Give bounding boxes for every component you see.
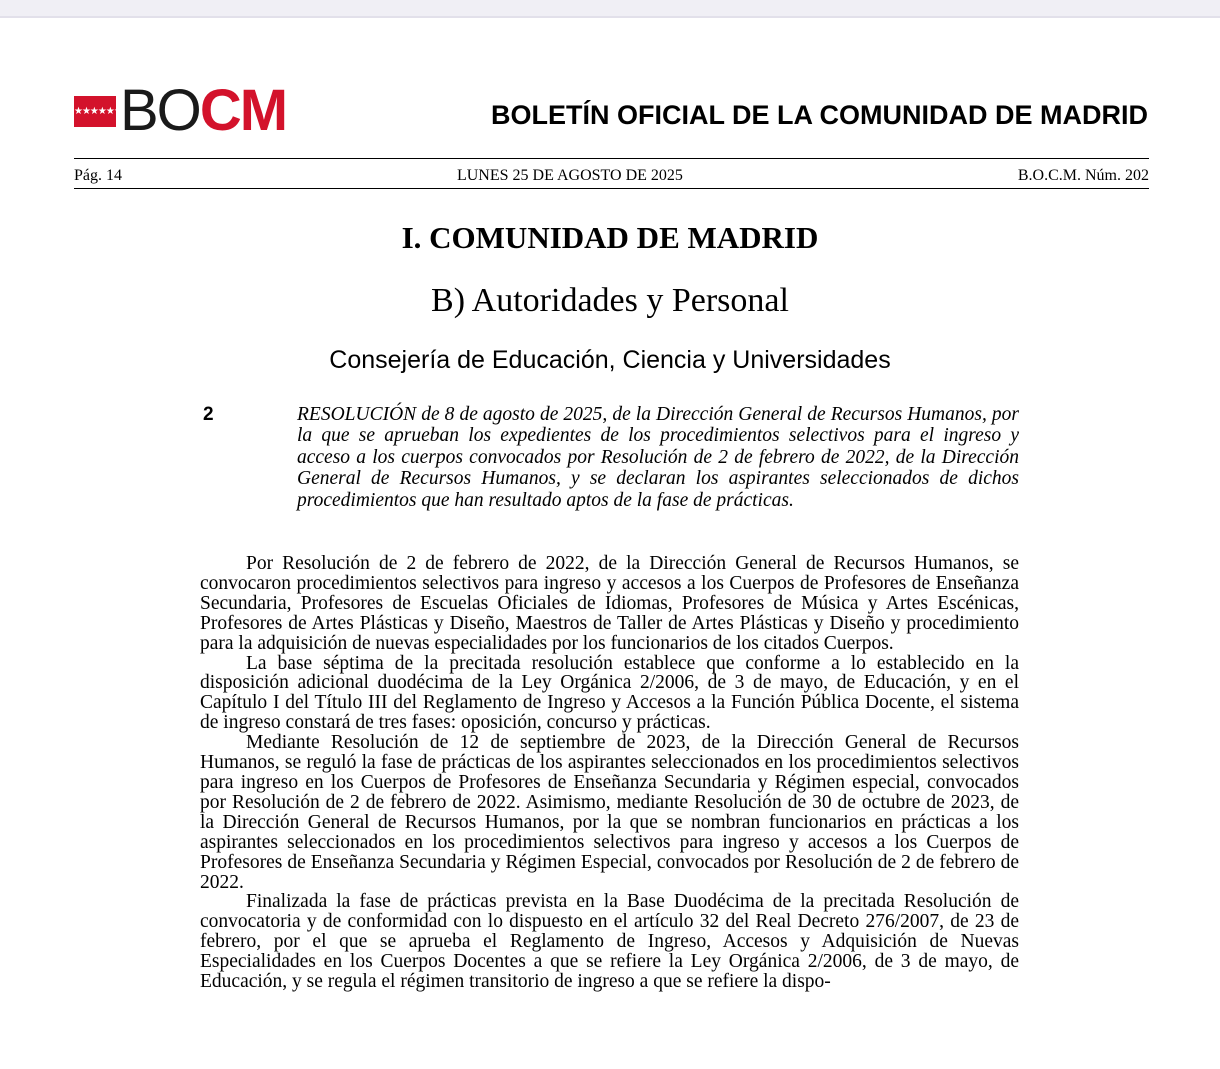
page-number: Pág. 14 <box>74 167 122 184</box>
logo-wordmark <box>120 80 286 142</box>
body-paragraph: La base séptima de la precitada resolución establece que conforme a lo establecido en la disposición adicional duodécima de la Ley Orgánica 2/2006, de 3 de mayo, de Educación, y en el Capítulo I del Título III del Reglamento de Ingreso y Accesos a la Función Pública Docente, el sistema de ingreso constará de tres fases: oposición, concurso y prácticas. <box>200 652 1019 734</box>
header-rule-bottom <box>74 188 1149 189</box>
section-title: I. COMUNIDAD DE MADRID <box>401 220 819 255</box>
body-paragraph: Finalizada la fase de prácticas prevista en la Base Duodécima de la precitada Resolución de convocatoria y de conformidad con lo dispuesto en el artículo 32 del Real Decreto 276/2007, de 23 de febrero, por el que se aprueba el Reglamento de Ingreso, Accesos y Adquisición de Nuevas Especialidades en los Cuerpos Docentes a que se refiere la Ley Orgánica 2/2006, de 3 de mayo, de Educación, y se regula el régimen transitorio de ingreso a que se refiere la dispo- <box>200 891 1019 993</box>
publication-title: BOLETÍN OFICIAL DE LA COMUNIDAD DE MADRID <box>491 100 1148 130</box>
madrid-flag-icon: ★★★★★★★ <box>74 96 116 127</box>
logo-bo: BO <box>120 78 200 143</box>
body-paragraph: Mediante Resolución de 12 de septiembre de 2023, de la Dirección General de Recursos Humanos, se reguló la fase de prácticas de los aspirantes seleccionados en los procedimientos selectivos para ingreso en los Cuerpos de Profesores de Enseñanza Secundaria y Régimen especial, convocados por Resolución de 2 de febrero de 2022. Asimismo, mediante Resolución de 30 de octubre de 2023, de la Dirección General de Recursos Humanos, por la que se nombran funcionarios en prácticas a los aspirantes seleccionados en los procedimientos selectivos para ingreso y accesos a los Cuerpos de Profesores de Enseñanza Secundaria y Régimen Especial, convocados por Resolución de 2 de febrero de 2022. <box>200 732 1019 893</box>
viewer-top-bar <box>0 0 1220 18</box>
department-title: Consejería de Educación, Ciencia y Universidades <box>329 346 891 374</box>
issue-number: B.O.C.M. Núm. 202 <box>1017 167 1149 184</box>
logo-cm: CM <box>199 78 287 143</box>
resolution-summary: RESOLUCIÓN de 8 de agosto de 2025, de la Dirección General de Recursos Humanos, por la que se aprueban los expedientes de los procedimientos selectivos para el ingreso y acceso a los cuerpos convocados por Resolución de 2 de febrero de 2022, de la Dirección General de Recursos Humanos, y se declaran los aspirantes seleccionados de dichos procedimientos que han resultado aptos de la fase de prácticas. <box>297 404 1019 511</box>
issue-date: LUNES 25 DE AGOSTO DE 2025 <box>456 167 683 184</box>
subsection-title: B) Autoridades y Personal <box>431 282 789 319</box>
page-meta-bar <box>74 166 1149 186</box>
header-rule-top <box>74 158 1149 159</box>
body-paragraph: Por Resolución de 2 de febrero de 2022, de la Dirección General de Recursos Humanos, se convocaron procedimientos selectivos para ingreso y accesos a los Cuerpos de Profesores de Enseñanza Secundaria, Profesores de Escuelas Oficiales de Idiomas, Profesores de Música y Artes Escénicas, Profesores de Artes Plásticas y Diseño, Maestros de Taller de Artes Plásticas y Diseño y procedimiento para la adquisición de nuevas especialidades por los funcionarios de los citados Cuerpos. <box>200 553 1019 654</box>
entry-number: 2 <box>203 404 214 425</box>
resolution-body <box>200 554 1019 992</box>
